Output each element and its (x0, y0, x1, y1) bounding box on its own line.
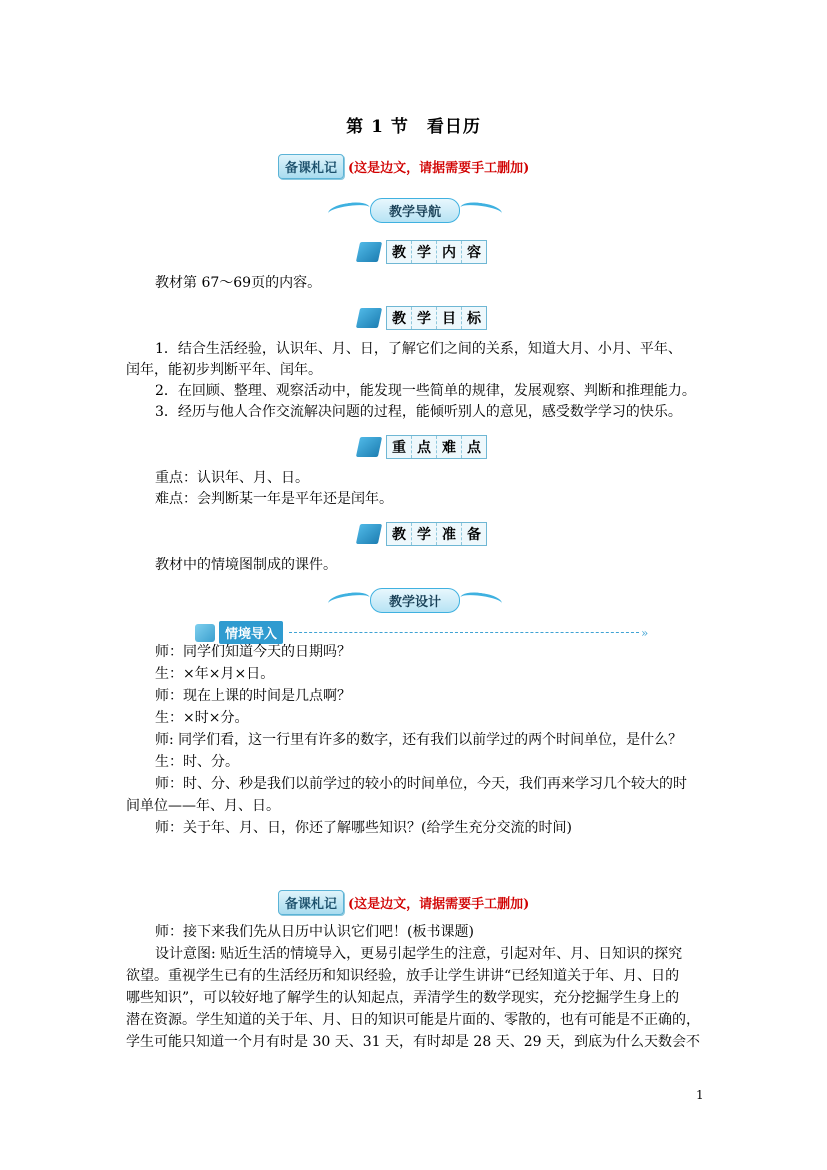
design-ribbon-label: 教学设计 (370, 588, 460, 613)
tools-icon (356, 524, 382, 544)
body-line: 潜在资源。学生知道的关于年、月、日的知识可能是片面的、零散的，也有可能是不正确的， (126, 1012, 700, 1028)
section-char: 学 (412, 307, 437, 329)
body-line: 学生可能只知道一个月有时是 30 天、31 天，有时却是 28 天、29 天，到底为什么天数会不 (126, 1034, 700, 1050)
section-prep-header (358, 522, 487, 546)
key-point: 重点：认识年、月、日。 (155, 470, 309, 486)
prep-text: 教材中的情境图制成的课件。 (155, 557, 337, 573)
dialogue-line: 师：关于年、月、日，你还了解哪些知识？(给学生充分交流的时间) (155, 820, 572, 836)
double-chevron-icon: » (641, 625, 649, 640)
section-char: 教 (387, 307, 412, 329)
section-key-header (358, 435, 487, 459)
difficult-point: 难点：会判断某一年是平年还是闰年。 (155, 491, 393, 507)
page-number: 1 (696, 1088, 704, 1102)
section-char: 学 (412, 241, 437, 263)
note-badge: 备课札记 (278, 154, 344, 179)
section-prep-box (386, 522, 487, 546)
section-char: 标 (467, 311, 481, 327)
dialogue-line: 间单位——年、月、日。 (126, 798, 280, 814)
dialogue-line: 师：现在上课的时间是几点啊？ (155, 688, 351, 704)
intro-label: 情境导入 (219, 621, 283, 644)
design-ribbon (320, 587, 510, 613)
dialogue-line: 生：×时×分。 (155, 710, 249, 726)
margin-note-2 (278, 890, 529, 915)
section-char: 准 (437, 523, 462, 545)
dashed-divider (289, 632, 639, 633)
note-badge: 备课札记 (278, 890, 344, 915)
section-goals-header (358, 306, 487, 330)
pen-icon (356, 308, 382, 328)
section-char: 教 (387, 523, 412, 545)
dialogue-line: 师：同学们知道今天的日期吗？ (155, 644, 351, 660)
ribbon-wing-left (327, 200, 371, 221)
guide-ribbon-label: 教学导航 (370, 198, 460, 223)
section-char: 学 (412, 523, 437, 545)
design-intent-line: 设计意图: 贴近生活的情境导入，更易引起学生的注意，引起对年、月、日知识的探究 (155, 946, 683, 962)
section-char: 教 (387, 241, 412, 263)
dialogue-line: 师: 同学们看，这一行里有许多的数字，还有我们以前学过的两个时间单位，是什么？ (155, 732, 683, 748)
margin-note (278, 154, 529, 179)
dialogue-line: 生：×年×月×日。 (155, 666, 275, 682)
section-content-box (386, 240, 487, 264)
section-goals-box (386, 306, 487, 330)
dialogue-line: 师：时、分、秒是我们以前学过的较小的时间单位，今天，我们再来学习几个较大的时 (155, 776, 687, 792)
section-char: 点 (467, 440, 481, 456)
section-char: 内 (437, 241, 462, 263)
puzzle-icon (195, 624, 215, 642)
section-char: 目 (437, 307, 462, 329)
body-line: 欲望。重视学生已有的生活经历和知识经验，放手让学生讲讲“已经知道关于年、月、日的 (126, 968, 680, 984)
section-key-box (386, 435, 487, 459)
note-text: (这是边文，请据需要手工删加) (348, 161, 530, 176)
dialogue-line: 生：时、分。 (155, 754, 239, 770)
guide-ribbon (320, 197, 510, 223)
note-text: (这是边文，请据需要手工删加) (348, 897, 530, 912)
ribbon-wing-left (327, 590, 371, 611)
ribbon-wing-right (459, 200, 503, 221)
body-line: 哪些知识”，可以较好地了解学生的认知起点，弄清学生的数学现实，充分挖掘学生身上的 (126, 990, 680, 1006)
section-char: 重 (387, 436, 412, 458)
intro-tag (195, 621, 648, 644)
goal-line: 2．在回顾、整理、观察活动中，能发现一些简单的规律，发展观察、判断和推理能力。 (155, 383, 696, 399)
section-content-header (358, 240, 487, 264)
goal-line: 3．经历与他人合作交流解决问题的过程，能倾听别人的意见，感受数学学习的快乐。 (155, 404, 682, 420)
section-char: 备 (467, 527, 481, 543)
ribbon-wing-right (459, 590, 503, 611)
body-line: 师：接下来我们先从日历中认识它们吧！(板书课题) (155, 924, 474, 940)
goal-line: 1．结合生活经验，认识年、月、日，了解它们之间的关系，知道大月、小月、平年、 (155, 341, 682, 357)
content-text: 教材第 67～69页的内容。 (155, 275, 322, 291)
book-icon (356, 242, 382, 262)
section-char: 难 (437, 436, 462, 458)
notebook-icon (356, 437, 382, 457)
goal-line: 闰年，能初步判断平年、闰年。 (126, 362, 322, 378)
section-char: 容 (467, 245, 481, 261)
page-title: 第 1 节 看日历 (346, 117, 481, 137)
section-char: 点 (412, 436, 437, 458)
